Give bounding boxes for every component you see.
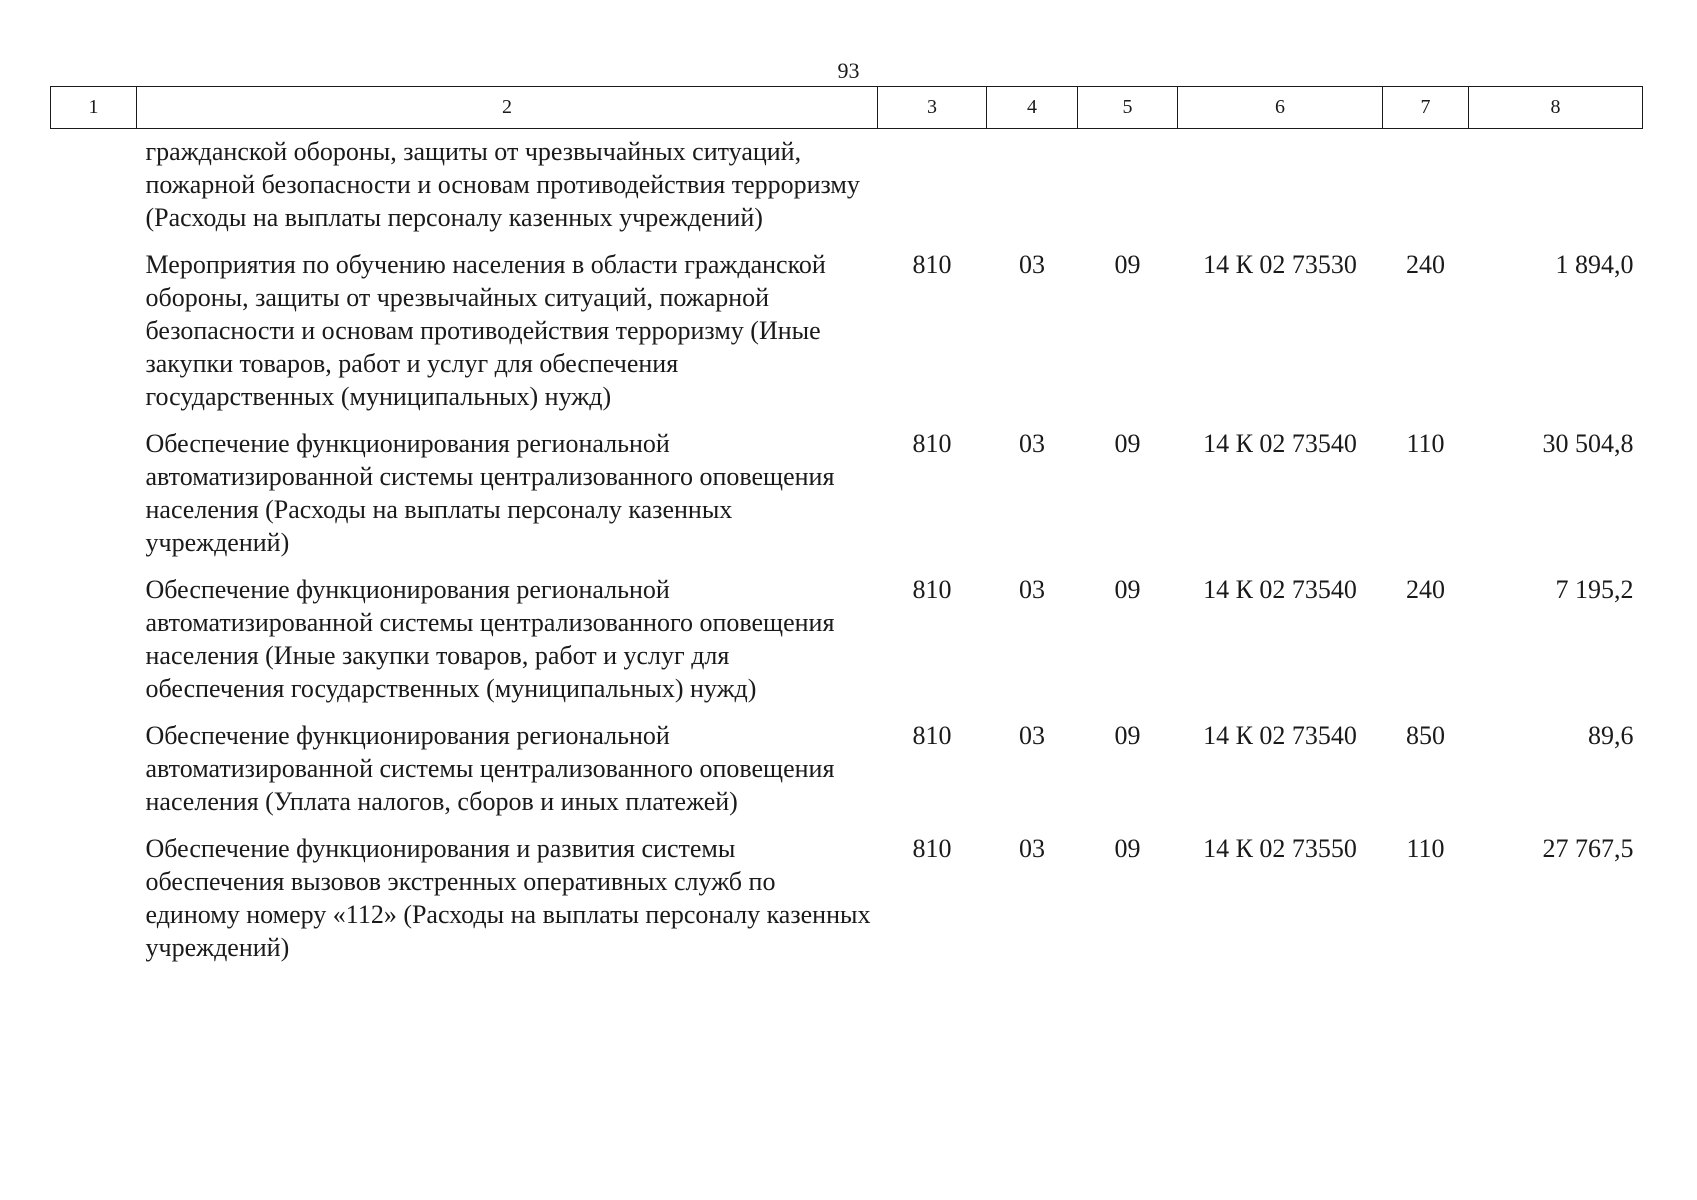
- table-row: [51, 234, 1643, 413]
- ministry-code-cell: 810: [912, 721, 952, 750]
- subsection-code-cell: 09: [1114, 721, 1141, 750]
- table-body: [51, 129, 1643, 965]
- expense-type-cell: 850: [1406, 721, 1445, 750]
- expense-type-cell: 110: [1406, 429, 1445, 458]
- row-index-cell: [51, 705, 137, 818]
- column-header-4: 4: [987, 87, 1078, 129]
- amount-cell: 7 195,2: [1555, 575, 1634, 604]
- description-cell: Обеспечение функционирования региональной автоматизированной системы централизованного оповещения населения (Иные закупки товаров, работ и услуг для обеспечения государственных (муниципальных) нужд): [145, 575, 835, 703]
- target-article-cell: 14 К 02 73550: [1203, 834, 1357, 863]
- row-index-cell: [51, 234, 137, 413]
- subsection-code-cell: [1078, 129, 1178, 235]
- target-article-cell: 14 К 02 73540: [1203, 721, 1357, 750]
- subsection-code-cell: 09: [1114, 575, 1141, 604]
- amount-cell: 89,6: [1588, 721, 1634, 750]
- description-cell: гражданской обороны, защиты от чрезвычайных ситуаций, пожарной безопасности и основам противодействия терроризму (Расходы на выплаты персоналу казенных учреждений): [145, 137, 860, 232]
- description-cell: Обеспечение функционирования региональной автоматизированной системы централизованного оповещения населения (Расходы на выплаты персоналу казенных учреждений): [145, 429, 835, 557]
- section-code-cell: 03: [1019, 250, 1045, 279]
- table-row: [51, 129, 1643, 235]
- expense-type-cell: [1383, 129, 1469, 235]
- amount-cell: 30 504,8: [1542, 429, 1634, 458]
- column-header-2: 2: [137, 87, 878, 129]
- section-code-cell: 03: [1019, 575, 1045, 604]
- section-code-cell: 03: [1019, 429, 1045, 458]
- subsection-code-cell: 09: [1114, 834, 1141, 863]
- table-row: [51, 818, 1643, 964]
- budget-table: [50, 86, 1643, 964]
- table-row: [51, 559, 1643, 705]
- ministry-code-cell: [878, 129, 987, 235]
- row-index-cell: [51, 818, 137, 964]
- subsection-code-cell: 09: [1114, 250, 1141, 279]
- expense-type-cell: 240: [1406, 575, 1445, 604]
- row-index-cell: [51, 413, 137, 559]
- column-header-3: 3: [878, 87, 987, 129]
- target-article-cell: 14 К 02 73540: [1203, 429, 1357, 458]
- section-code-cell: 03: [1019, 721, 1045, 750]
- expense-type-cell: 110: [1406, 834, 1445, 863]
- column-header-5: 5: [1078, 87, 1178, 129]
- ministry-code-cell: 810: [912, 250, 952, 279]
- column-header-7: 7: [1383, 87, 1469, 129]
- amount-cell: 27 767,5: [1542, 834, 1634, 863]
- column-header-6: 6: [1178, 87, 1383, 129]
- table-header: [51, 87, 1643, 129]
- amount-cell: [1469, 129, 1643, 235]
- column-header-8: 8: [1469, 87, 1643, 129]
- row-index-cell: [51, 559, 137, 705]
- page-number: 93: [837, 58, 860, 83]
- target-article-cell: 14 К 02 73540: [1203, 575, 1357, 604]
- target-article-cell: [1178, 129, 1383, 235]
- description-cell: Обеспечение функционирования региональной автоматизированной системы централизованного оповещения населения (Уплата налогов, сборов и иных платежей): [145, 721, 835, 816]
- description-cell: Мероприятия по обучению населения в области гражданской обороны, защиты от чрезвычайных ситуаций, пожарной безопасности и основам противодействия терроризму (Иные закупки товаров, работ и услуг для обеспечения государственных (муниципальных) нужд): [145, 250, 826, 411]
- ministry-code-cell: 810: [912, 834, 952, 863]
- table-row: [51, 413, 1643, 559]
- subsection-code-cell: 09: [1114, 429, 1141, 458]
- target-article-cell: 14 К 02 73530: [1203, 250, 1357, 279]
- amount-cell: 1 894,0: [1555, 250, 1634, 279]
- table-row: [51, 705, 1643, 818]
- section-code-cell: 03: [1019, 834, 1045, 863]
- expense-type-cell: 240: [1406, 250, 1445, 279]
- description-cell: Обеспечение функционирования и развития системы обеспечения вызовов экстренных оперативных служб по единому номеру «112» (Расходы на выплаты персоналу казенных учреждений): [145, 834, 871, 962]
- ministry-code-cell: 810: [912, 429, 952, 458]
- section-code-cell: [987, 129, 1078, 235]
- row-index-cell: [51, 129, 137, 235]
- header-row: [51, 87, 1643, 129]
- ministry-code-cell: 810: [912, 575, 952, 604]
- column-header-1: 1: [51, 87, 137, 129]
